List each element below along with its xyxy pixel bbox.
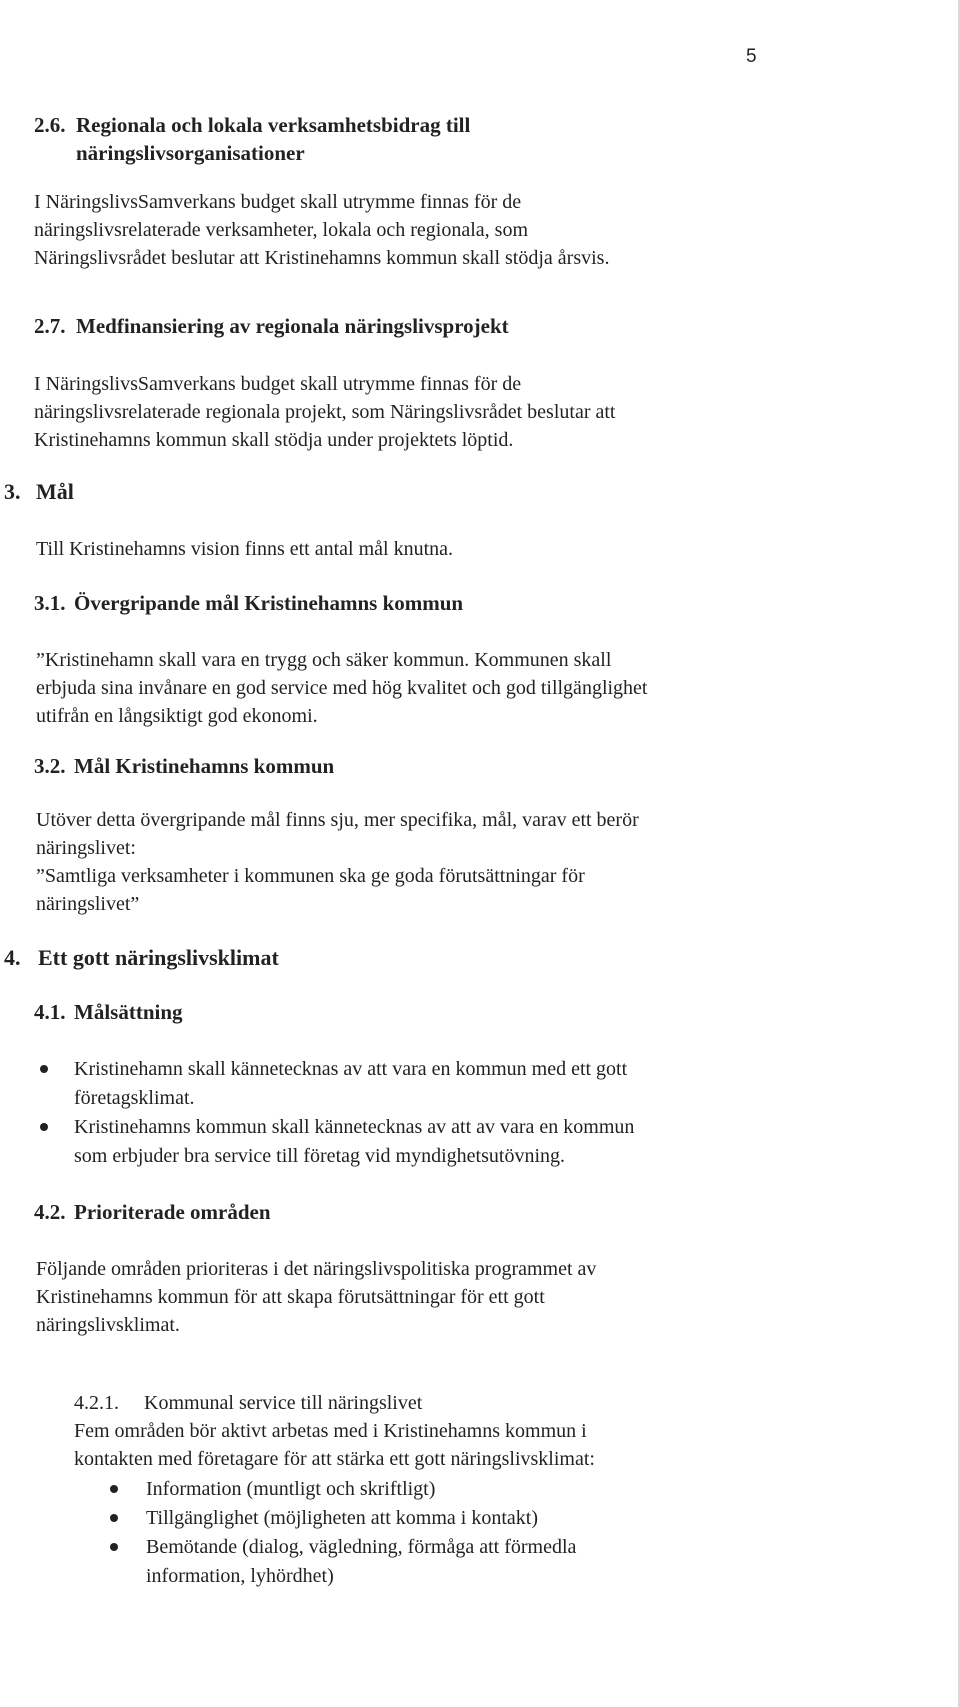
heading-4-2 — [34, 1198, 271, 1226]
heading-number: 2.7. — [34, 314, 66, 338]
heading-title: Medfinansiering av regionala näringslivsprojekt — [76, 314, 509, 338]
text-line: utifrån en långsiktigt god ekonomi. — [36, 705, 318, 727]
paragraph-3 — [36, 535, 766, 563]
list-item — [108, 1533, 576, 1591]
bullet-icon — [110, 1514, 118, 1522]
text-line: Kristinehamn skall kännetecknas av att vara en kommun med ett gott — [74, 1058, 628, 1080]
heading-title: Övergripande mål Kristinehamns kommun — [74, 591, 464, 615]
bullet-list-4-2-1 — [108, 1475, 576, 1591]
text-line: näringslivsrelaterade verksamheter, lokala och regionala, som — [34, 219, 529, 241]
text-line: information, lyhördhet) — [146, 1565, 334, 1587]
list-item — [108, 1475, 576, 1504]
text-line: erbjuda sina invånare en god service med hög kvalitet och god tillgänglighet — [36, 677, 648, 699]
heading-title: Prioriterade områden — [74, 1200, 271, 1224]
heading-title: Målsättning — [74, 1000, 183, 1024]
text-line: ”Kristinehamn skall vara en trygg och säker kommun. Kommunen skall — [36, 649, 612, 671]
text-line: näringslivsklimat. — [36, 1314, 180, 1336]
text-line: Följande områden prioriteras i det näringslivspolitiska programmet av — [36, 1258, 597, 1280]
subsection-4-2-1 — [74, 1389, 774, 1473]
text-line: Näringslivsrådet beslutar att Kristinehamns kommun skall stödja årsvis. — [34, 247, 610, 269]
heading-title: Ett gott näringslivsklimat — [38, 945, 279, 970]
text-line: I NäringslivsSamverkans budget skall utrymme finnas för de — [34, 191, 522, 213]
text-line: I NäringslivsSamverkans budget skall utrymme finnas för de — [34, 373, 522, 395]
heading-number: 3.2. — [34, 754, 66, 778]
heading-title-line: Regionala och lokala verksamhetsbidrag till — [76, 113, 471, 137]
heading-number: 4.2.1. — [74, 1392, 119, 1414]
text-line: Tillgänglighet (möjligheten att komma i kontakt) — [146, 1507, 538, 1529]
heading-4 — [4, 944, 279, 972]
heading-number: 3.1. — [34, 591, 66, 615]
text-line: ”Samtliga verksamheter i kommunen ska ge goda förutsättningar för — [36, 865, 585, 887]
heading-title: Kommunal service till näringslivet — [144, 1392, 423, 1414]
text-line: näringslivet: — [36, 837, 136, 859]
heading-2-7 — [34, 312, 509, 340]
text-line: näringslivsrelaterade regionala projekt, som Näringslivsrådet beslutar att — [34, 401, 616, 423]
text-line: Till Kristinehamns vision finns ett antal mål knutna. — [36, 538, 454, 560]
heading-2-6 — [34, 111, 470, 167]
text-line: Bemötande (dialog, vägledning, förmåga att förmedla — [146, 1536, 577, 1558]
heading-number: 2.6. — [34, 113, 66, 137]
paragraph-4-2 — [36, 1255, 766, 1339]
text-line: kontakten med företagare för att stärka ett gott näringslivsklimat: — [74, 1448, 595, 1470]
paragraph-3-2 — [36, 806, 766, 918]
text-line: Utöver detta övergripande mål finns sju, mer specifika, mål, varav ett berör — [36, 809, 639, 831]
heading-4-1 — [34, 998, 183, 1026]
text-line: näringslivet” — [36, 893, 140, 915]
heading-number: 3. — [4, 479, 21, 504]
text-line: Fem områden bör aktivt arbetas med i Kristinehamns kommun i — [74, 1420, 587, 1442]
bullet-icon — [40, 1123, 48, 1131]
heading-title: Mål — [36, 479, 74, 504]
bullet-icon — [110, 1543, 118, 1551]
bullet-list-4-1 — [38, 1055, 634, 1171]
list-item — [38, 1055, 634, 1113]
paragraph-2-7 — [34, 370, 764, 454]
subsection-heading — [74, 1389, 774, 1417]
list-item — [108, 1504, 576, 1533]
heading-3 — [4, 478, 74, 506]
page-number: 5 — [746, 46, 757, 67]
bullet-icon — [40, 1065, 48, 1073]
heading-3-1 — [34, 589, 463, 617]
heading-3-2 — [34, 752, 334, 780]
heading-title: Mål Kristinehamns kommun — [74, 754, 335, 778]
text-line: Kristinehamns kommun skall kännetecknas av att av vara en kommun — [74, 1116, 635, 1138]
heading-number: 4.1. — [34, 1000, 66, 1024]
heading-number: 4.2. — [34, 1200, 66, 1224]
text-line: företagsklimat. — [74, 1087, 195, 1109]
text-line: Kristinehamns kommun för att skapa förutsättningar för ett gott — [36, 1286, 545, 1308]
paragraph-3-1 — [36, 646, 766, 730]
paragraph-2-6 — [34, 188, 764, 272]
bullet-icon — [110, 1485, 118, 1493]
list-item — [38, 1113, 634, 1171]
text-line: som erbjuder bra service till företag vid myndighetsutövning. — [74, 1145, 565, 1167]
text-line: Information (muntligt och skriftligt) — [146, 1478, 436, 1500]
heading-title-line: näringslivsorganisationer — [76, 141, 305, 165]
text-line: Kristinehamns kommun skall stödja under projektets löptid. — [34, 429, 514, 451]
heading-number: 4. — [4, 945, 21, 970]
